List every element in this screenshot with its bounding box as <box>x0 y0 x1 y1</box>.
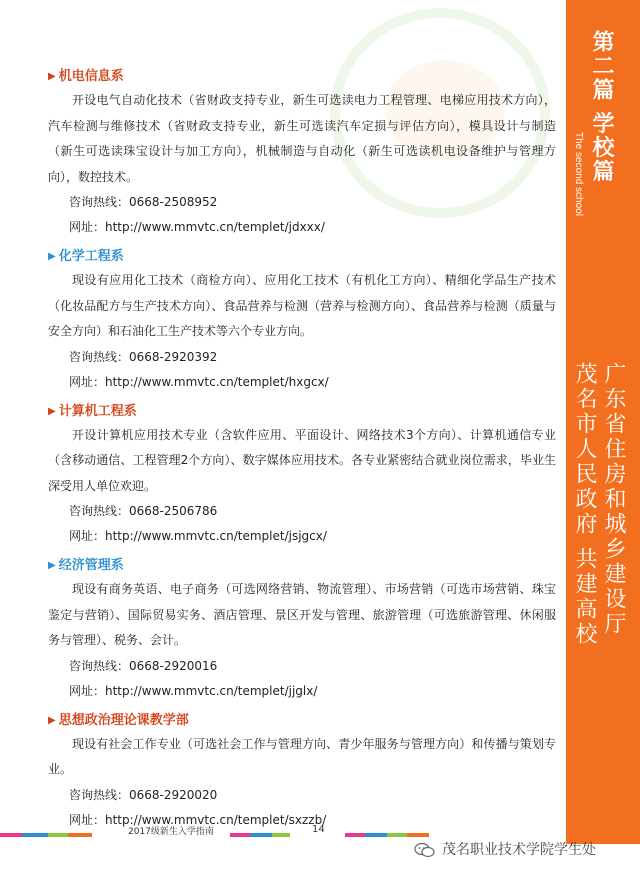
footer-guide-title: 2017级新生入学指南 <box>128 827 214 837</box>
section-political-theory <box>48 710 556 833</box>
sidebar-organization-right: 广东省住房和城乡建设厅 <box>601 362 626 637</box>
section-paragraph: 开设计算机应用技术专业（含软件应用、平面设计、网络技术3个方向）、计算机通信专业（含移动通信、工程管理2个方向）、数字媒体应用技术。各专业紧密结合就业岗位需求，毕业生深受用人单位欢迎。 <box>48 427 556 493</box>
section-website[interactable]: 网址：http://www.mmvtc.cn/templet/hxgcx/ <box>69 374 329 389</box>
section-website[interactable]: 网址：http://www.mmvtc.cn/templet/jjglx/ <box>69 683 318 698</box>
section-heading <box>48 555 556 577</box>
section-hotline: 咨询热线：0668-2920016 <box>69 658 218 673</box>
main-content <box>48 66 556 839</box>
section-hotline: 咨询热线：0668-2508952 <box>69 195 218 209</box>
wechat-account-name: 茂名职业技术学院学生处 <box>442 842 596 858</box>
section-economics-management <box>48 555 556 704</box>
section-mechatronics <box>48 66 556 240</box>
triangle-bullet-icon: ▶ <box>48 560 56 571</box>
triangle-bullet-icon: ▶ <box>48 714 56 726</box>
section-paragraph: 现设有应用化工技术（商检方向）、应用化工技术（有机化工方向）、精细化学品生产技术（化妆品配方与生产技术方向）、食品营养与检测（营养与检测方向）、食品营养与检测（质量与安全方向）和石油化工生产技术等六个专业方向。 <box>48 273 556 338</box>
section-computer-engineering <box>48 401 556 550</box>
triangle-bullet-icon: ▶ <box>48 251 56 262</box>
page-number: 14 <box>312 824 325 835</box>
section-hotline: 咨询热线：0668-2920020 <box>69 787 218 802</box>
section-heading-text: 计算机工程系 <box>58 403 137 419</box>
triangle-bullet-icon: ▶ <box>48 71 56 82</box>
section-heading <box>48 246 556 268</box>
section-paragraph: 开设电气自动化技术（省财政支持专业，新生可选读电力工程管理、电梯应用技术方向），汽车检测与维修技术（省财政支持专业，新生可选读汽车定损与评估方向），模具设计与制造（新生可选读珠宝设计与加工方向），机械制造与自动化（新生可选读机电设备维护与管理方向），数控技术。 <box>48 93 556 184</box>
section-heading <box>48 66 556 88</box>
section-website[interactable]: 网址：http://www.mmvtc.cn/templet/jsjgcx/ <box>69 529 327 543</box>
section-website[interactable]: 网址：http://www.mmvtc.cn/templet/jdxxx/ <box>69 220 325 234</box>
section-chemical-engineering <box>48 246 556 395</box>
wechat-icon <box>414 842 436 858</box>
section-paragraph: 现设有商务英语、电子商务（可选网络营销、物流管理）、市场营销（可选市场营销、珠宝鉴定与营销）、国际贸易实务、酒店管理、景区开发与管理、旅游管理（可选旅游管理、休闲服务与管理）、税务、会计。 <box>48 582 556 647</box>
section-hotline: 咨询热线：0668-2506786 <box>69 504 218 518</box>
section-heading <box>48 401 556 423</box>
section-paragraph: 现设有社会工作专业（可选社会工作与管理方向、青少年服务与管理方向）和传播与策划专业。 <box>48 736 556 776</box>
section-heading <box>48 710 556 732</box>
sidebar-organization-left: 茂名市人民政府 共建高校 <box>572 362 597 647</box>
triangle-bullet-icon: ▶ <box>48 405 56 417</box>
section-website[interactable]: 网址：http://www.mmvtc.cn/templet/sxzzb/ <box>69 812 327 827</box>
section-heading-text: 机电信息系 <box>58 69 124 84</box>
section-hotline: 咨询热线：0668-2920392 <box>69 349 218 364</box>
section-heading-text: 化学工程系 <box>58 249 124 264</box>
chapter-title: 第二篇 学校篇 <box>589 30 614 184</box>
section-heading-text: 思想政治理论课教学部 <box>58 712 189 728</box>
chapter-subtitle: The second school <box>573 132 584 216</box>
section-heading-text: 经济管理系 <box>58 558 124 573</box>
